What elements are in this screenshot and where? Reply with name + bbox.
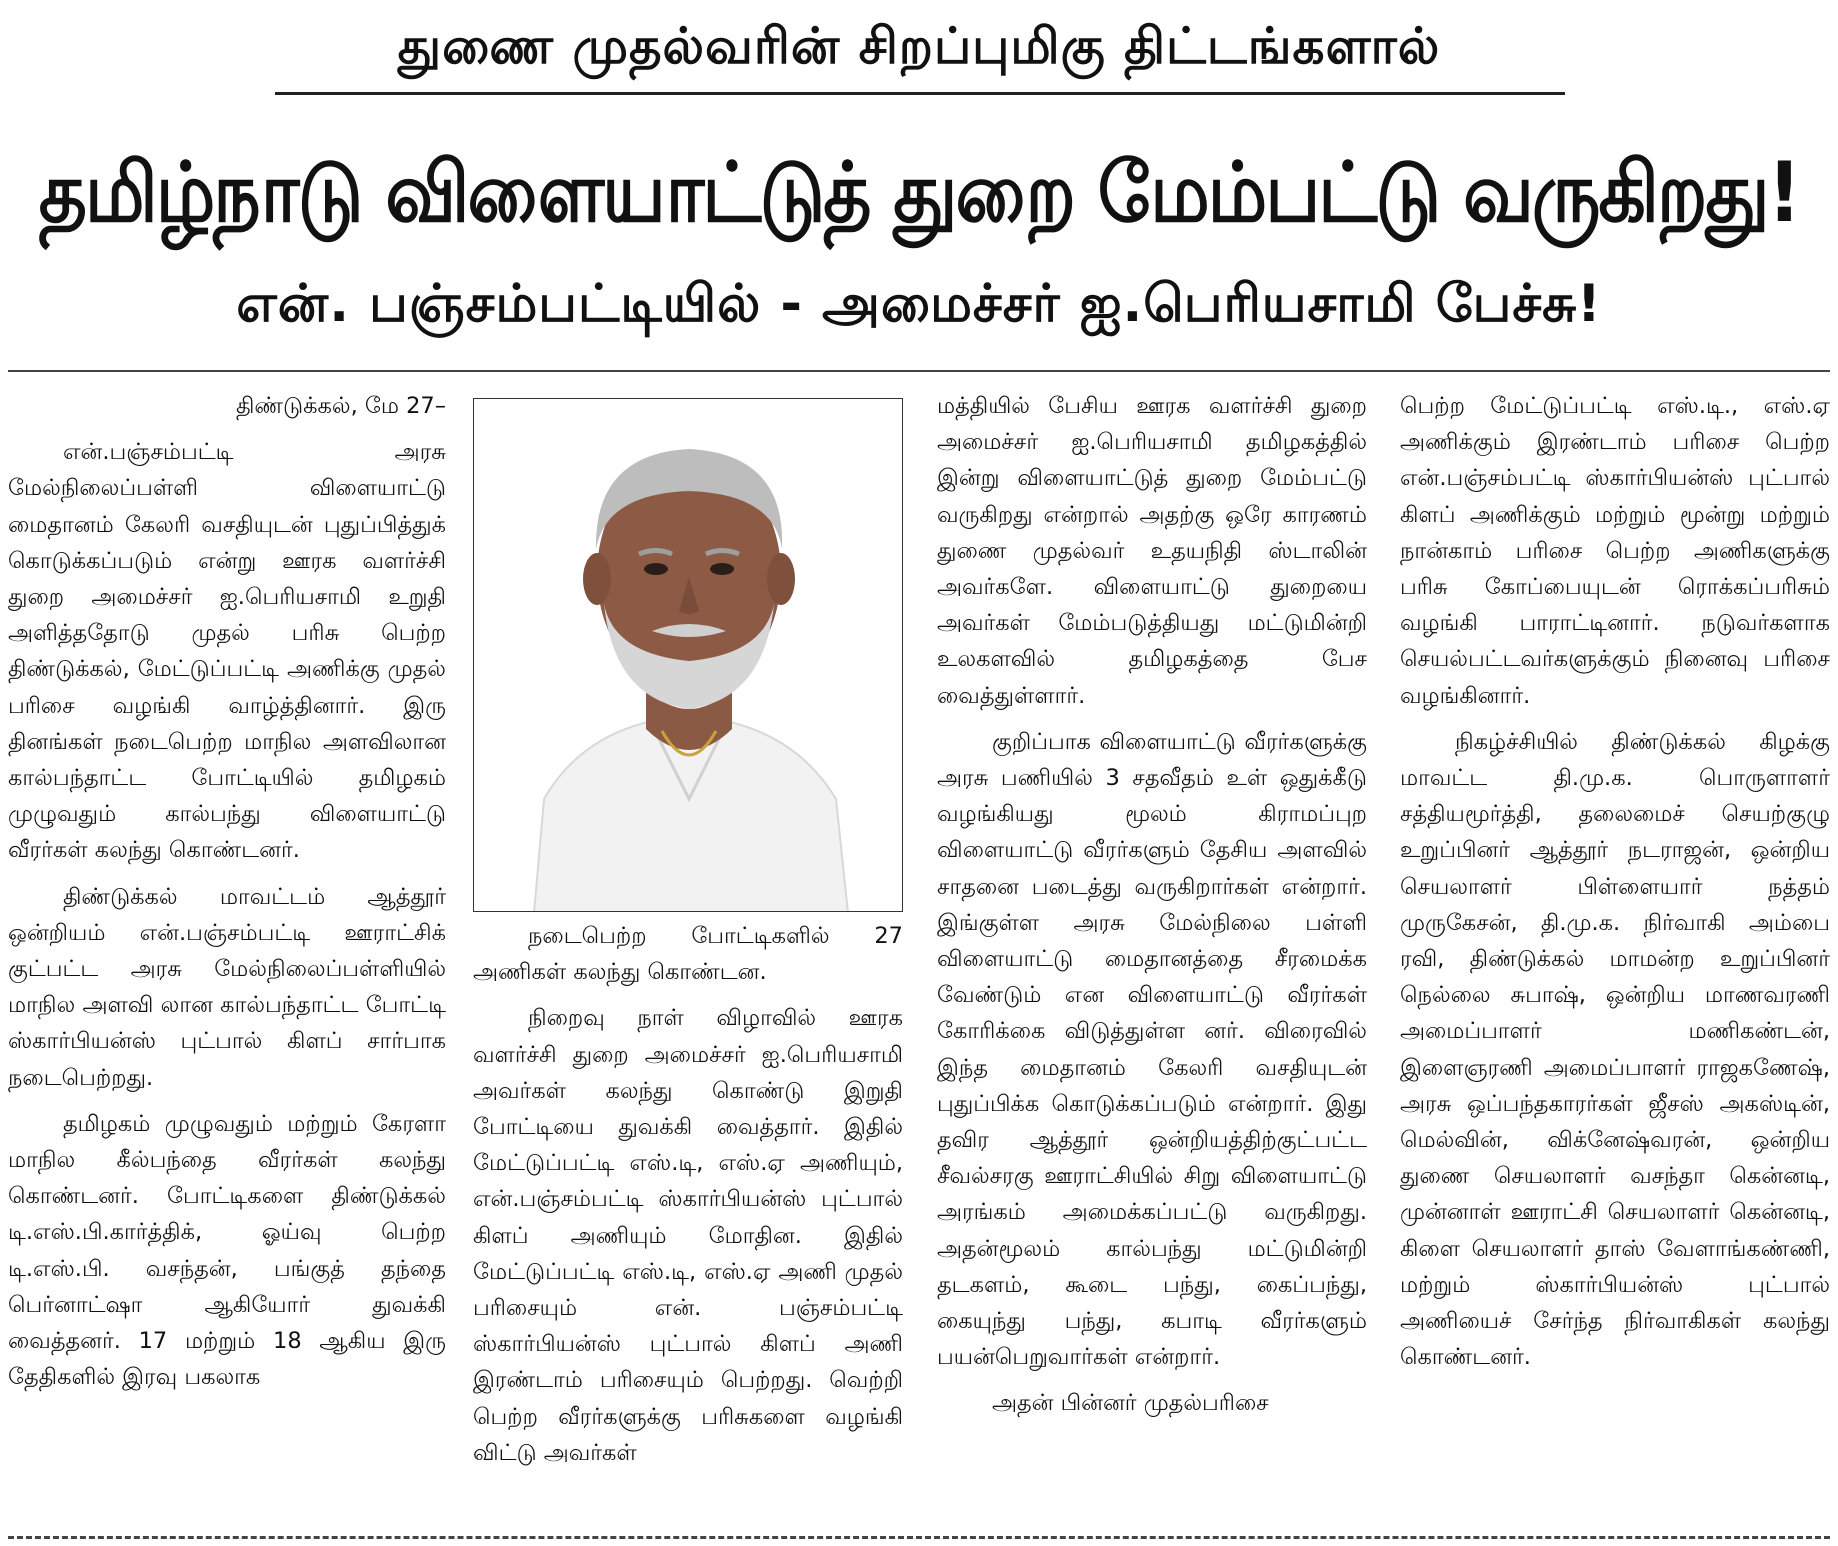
article-column-3: [937, 388, 1367, 1432]
divider-bottom: [8, 1536, 1830, 1539]
kicker-underline: [275, 92, 1565, 95]
divider-top: [8, 370, 1830, 372]
paragraph: நடைபெற்ற போட்டிகளில் 27 அணிகள் கலந்து கொண்டன.: [473, 923, 903, 986]
paragraph: பெற்ற மேட்டுப்பட்டி எஸ்.டி., எஸ்.ஏ அணிக்கும் இரண்டாம் பரிசை பெற்ற என்.பஞ்சம்பட்டி ஸ்கார்பியன்ஸ் புட்பால் கிளப் அணிக்கும் மற்றும் மூன்று மற்றும் நான்காம் பரிசை பெற்ற அணிகளுக்கு பரிசு கோப்பையுடன் ரொக்கப்பரிசும் வழங்கி பாராட்டினார். நடுவர்களாக செயல்பட்டவர்களுக்கும் நினைவு பரிசை வழங்கினார்.: [1400, 393, 1830, 709]
main-headline: தமிழ்நாடு விளையாட்டுத் துறை மேம்பட்டு வருகிறது!: [38, 144, 1800, 241]
article-column-2: [473, 918, 903, 1481]
paragraph: தமிழகம் முழுவதும் மற்றும் கேரளா மாநில கீல்பந்தை வீரர்கள் கலந்து கொண்டனர். போட்டிகளை திண்டுக்கல் டி.எஸ்.பி.கார்த்திக், ஓய்வு பெற்ற டி.எஸ்.பி. வசந்தன், பங்குத் தந்தை பெர்னாட்ஷா ஆகியோர் துவக்கி வைத்தனர். 17 மற்றும் 18 ஆகிய இரு தேதிகளில் இரவு பகலாக: [8, 1110, 446, 1391]
portrait-photo-icon: [474, 399, 903, 912]
article-column-4: [1400, 388, 1830, 1385]
paragraph: அதன் பின்னர் முதல்பரிசை: [992, 1390, 1269, 1417]
photo-frame: [473, 398, 903, 912]
paragraph: குறிப்பாக விளையாட்டு வீரர்களுக்கு அரசு பணியில் 3 சதவீதம் உள் ஒதுக்கீடு வழங்கியது மூலம் கிராமப்புற விளையாட்டு வீரர்களும் தேசிய அளவில் சாதனை படைத்து வருகிறார்கள் என்றார். இங்குள்ள அரசு மேல்நிலை பள்ளி விளையாட்டு மைதானத்தை சீரமைக்க வேண்டும் என விளையாட்டு வீரர்கள் கோரிக்கை விடுத்துள்ள னர். விரைவில் இந்த மைதானம் கேலரி வசதியுடன் புதுப்பிக்க கொடுக்கப்படும் என்றார். இது தவிர ஆத்தூர் ஒன்றியத்திற்குட்பட்ட சீவல்சரகு ஊராட்சியில் சிறு விளையாட்டு அரங்கம் அமைக்கப்பட்டு வருகிறது. அதன்மூலம் கால்பந்து மட்டுமின்றி தடகளம், கூடை பந்து, கைப்பந்து, கையுந்து பந்து, கபாடி வீரர்களும் பயன்பெறுவார்கள் என்றார்.: [937, 728, 1367, 1371]
subheadline: என். பஞ்சம்பட்டியில் - அமைச்சர் ஐ.பெரியசாமி பேச்சு!: [236, 274, 1602, 334]
paragraph: மத்தியில் பேசிய ஊரக வளர்ச்சி துறை அமைச்சர் ஐ.பெரியசாமி தமிழகத்தில் இன்று விளையாட்டுத் துறை மேம்பட்டு வருகிறது என்றால் அதற்கு ஒரே காரணம் துணை முதல்வர் உதயநிதி ஸ்டாலின் அவர்களே. விளையாட்டு துறையை அவர்கள் மேம்படுத்தியது மட்டுமின்றி உலகளவில் தமிழகத்தை பேச வைத்துள்ளார்.: [937, 393, 1367, 709]
paragraph: என்.பஞ்சம்பட்டி அரசு மேல்நிலைப்பள்ளி விளையாட்டு மைதானம் கேலரி வசதியுடன் புதுப்பித்துக் கொடுக்கப்படும் என்று ஊரக வளர்ச்சி துறை அமைச்சர் ஐ.பெரியசாமி உறுதி அளித்ததோடு முதல் பரிசு பெற்ற திண்டுக்கல், மேட்டுப்பட்டி அணிக்கு முதல் பரிசை வழங்கி வாழ்த்தினார். இரு தினங்கள் நடைபெற்ற மாநில அளவிலான கால்பந்தாட்ட போட்டியில் தமிழகம் முழுவதும் கால்பந்து விளையாட்டு வீரர்கள் கலந்து கொண்டனர்.: [8, 439, 446, 864]
kicker-headline: துணை முதல்வரின் சிறப்புமிகு திட்டங்களால்: [397, 17, 1441, 75]
dateline: திண்டுக்கல், மே 27–: [235, 393, 446, 419]
paragraph: நிகழ்ச்சியில் திண்டுக்கல் கிழக்கு மாவட்ட தி.மு.க. பொருளாளர் சத்தியமூர்த்தி, தலைமைச் செயற்குழு உறுப்பினர் ஆத்தூர் நடராஜன், ஒன்றிய செயலாளர் பிள்ளையார் நத்தம் முருகேசன், தி.மு.க. நிர்வாகி அம்பை ரவி, திண்டுக்கல் மாமன்ற உறுப்பினர் நெல்லை சுபாஷ், ஒன்றிய மாணவரணி அமைப்பாளர் மணிகண்டன், இளைஞரணி அமைப்பாளர் ராஜகணேஷ், அரசு ஒப்பந்தகாரர்கள் ஜீசஸ் அகஸ்டின், மெல்வின், விக்னேஷ்வரன், ஒன்றிய துணை செயலாளர் வசந்தா கென்னடி, முன்னாள் ஊராட்சி செயலாளர் கென்னடி, கிளை செயலாளர் தாஸ் வேளாங்கண்ணி, மற்றும் ஸ்கார்பியன்ஸ் புட்பால் அணியைச் சேர்ந்த நிர்வாகிகள் கலந்து கொண்டனர்.: [1400, 728, 1830, 1371]
article-column-1: [8, 388, 446, 1405]
paragraph: திண்டுக்கல் மாவட்டம் ஆத்தூர் ஒன்றியம் என்.பஞ்சம்பட்டி ஊராட்சிக் குட்பட்ட அரசு மேல்நிலைப்பள்ளியில் மாநில அளவி லான கால்பந்தாட்ட போட்டி ஸ்கார்பியன்ஸ் புட்பால் கிளப் சார்பாக நடைபெற்றது.: [8, 883, 446, 1091]
paragraph: நிறைவு நாள் விழாவில் ஊரக வளர்ச்சி துறை அமைச்சர் ஐ.பெரியசாமி அவர்கள் கலந்து கொண்டு இறுதி போட்டியை துவக்கி வைத்தார். இதில் மேட்டுப்பட்டி எஸ்.டி, எஸ்.ஏ அணியும், என்.பஞ்சம்பட்டி ஸ்கார்பியன்ஸ் புட்பால் கிளப் அணியும் மோதின. இதில் மேட்டுப்பட்டி எஸ்.டி, எஸ்.ஏ அணி முதல் பரிசையும் என். பஞ்சம்பட்டி ஸ்கார்பியன்ஸ் புட்பால் கிளப் அணி இரண்டாம் பரிசையும் பெற்றது. வெற்றி பெற்ற வீரர்களுக்கு பரிசுகளை வழங்கி விட்டு அவர்கள்: [473, 1005, 903, 1466]
